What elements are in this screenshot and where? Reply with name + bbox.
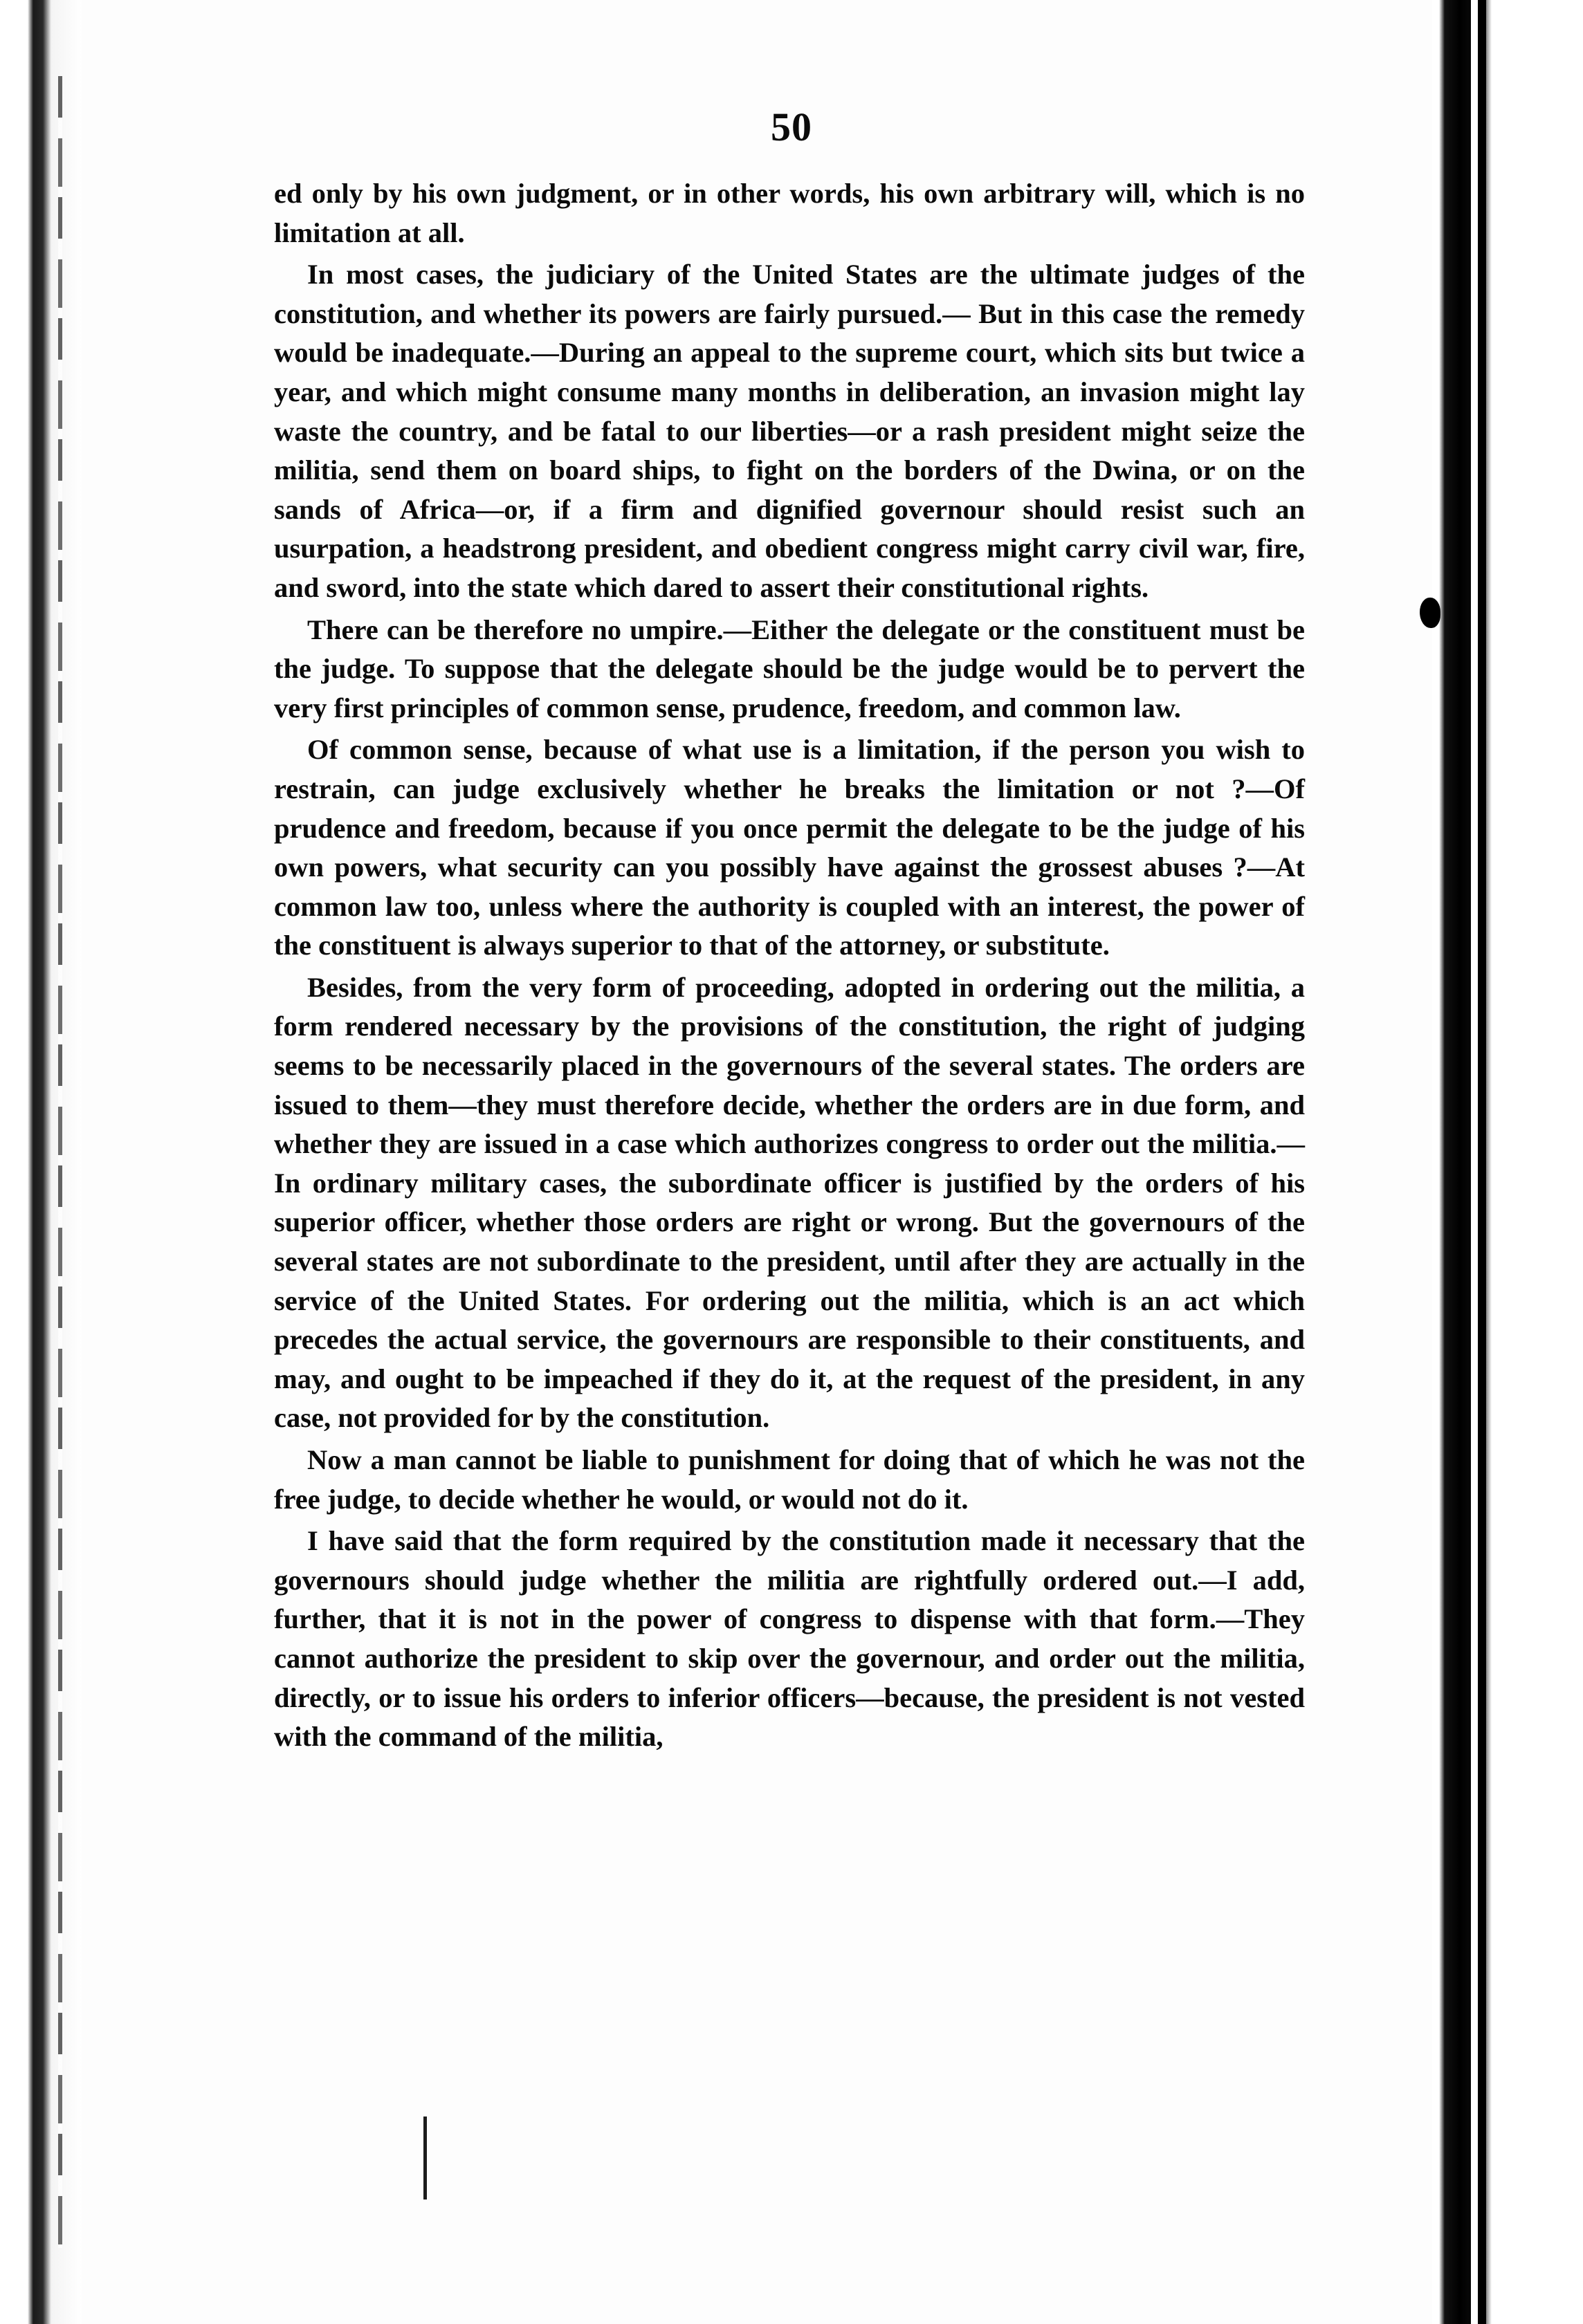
paragraph-4: Of common sense, because of what use is a limitation, if the person you wish to restrain, can judge exclusively whether he breaks the limitation or not ?—Of prudence and freedom, because if you once permit the delegate to be the judge of his own powers, what security can you possibly have against the grossest abuses ?—At common law too, unless where the authority is coupled with an interest, the power of the constituent is always superior to that of the attorney, or substitute. — [274, 734, 1305, 961]
gutter-dark-line — [1478, 0, 1486, 2324]
page-gutter-right — [1432, 0, 1583, 2324]
paragraph-6: Now a man cannot be liable to punishment for doing that of which he was not the free judge, to decide whether he would, or would not do it. — [274, 1444, 1305, 1515]
binding-edge-left — [0, 0, 82, 2324]
binding-shadow-mark — [58, 76, 62, 2248]
paragraph-3: There can be therefore no umpire.—Either the delegate or the constituent must be the judge. To suppose that the delegate should be the judge would be to pervert the very first principles of common sense, prudence, freedom, and common law. — [274, 614, 1305, 723]
page-number: 50 — [771, 104, 812, 149]
body-text — [274, 174, 1305, 1757]
paragraph-1: ed only by his own judgment, or in other words, his own arbitrary will, which is no limitation at all. — [274, 178, 1305, 248]
margin-pencil-mark — [423, 2116, 427, 2200]
gutter-light-strip — [1471, 0, 1478, 2324]
paragraph-5: Besides, from the very form of proceeding, adopted in ordering out the militia, a form rendered necessary by the provisions of the constitution, the right of judging seems to be necessarily placed in the governours of the several states. The orders are issued to them—they must therefore decide, whether the orders are in due form, and whether they are issued in a case which authorizes congress to order out the militia.—In ordinary military cases, the subordinate officer is justified by the orders of his superior officer, whether those orders are right or wrong. But the governours of the several states are not subordinate to the president, until after they are actually in the service of the United States. For ordering out the militia, which is an act which precedes the actual service, the governours are responsible to their constituents, and may, and ought to be impeached if they do it, at the request of the president, in any case, not provided for by the constitution. — [274, 971, 1305, 1434]
paragraph-7: I have said that the form required by the constitution made it necessary that the governours should judge whether the militia are rightfully ordered out.—I add, further, that it is not in the power of congress to dispense with that form.—They cannot authorize the president to skip over the governour, and order out the militia, directly, or to issue his orders to inferior officers—because, the president is not vested with the command of the militia, — [274, 1525, 1305, 1753]
paragraph-2: In most cases, the judiciary of the United States are the ultimate judges of the constitution, and whether its powers are fairly pursued.— But in this case the remedy would be inadequate.—During an appeal to the supreme court, which sits but twice a year, and which might consume many months in deliberation, an invasion might lay waste the country, and be fatal to our liberties—or a rash president might seize the militia, send them on board ships, to fight on the borders of the Dwina, or on the sands of Africa—or, if a firm and dignified governour should resist such an usurpation, a headstrong president, and obedient congress might carry civil war, fire, and sword, into the state which dared to assert their constitutional rights. — [274, 259, 1305, 603]
ink-blot — [1420, 598, 1440, 628]
